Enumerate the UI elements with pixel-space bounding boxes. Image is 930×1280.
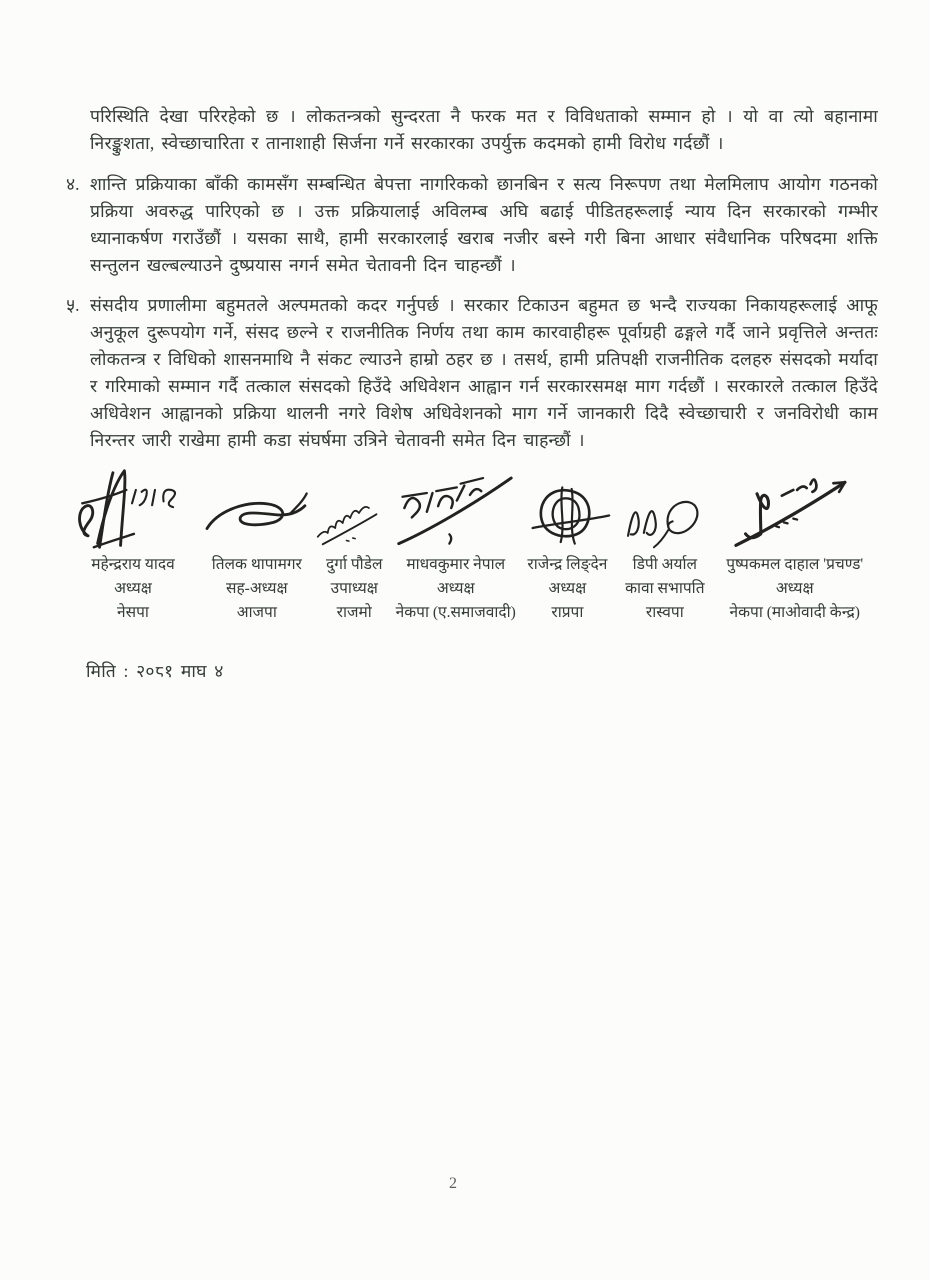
signatory-name: महेन्द्रराय यादव [91,556,175,573]
signature-rajendra-lingden-image [517,467,619,553]
signature-pushpa-kamal-dahal-image [712,467,878,553]
signatory-party: नेकपा (माओवादी केन्द्र) [729,604,860,621]
signature-durga-paudel-image [314,467,395,553]
document-body [66,103,878,683]
signatory-party: नेकपा (ए.समाजवादी) [395,604,516,621]
signature-block [66,467,878,625]
list-item-5-text: संसदीय प्रणालीमा बहुमतले अल्पमतको कदर गर्नुपर्छ । सरकार टिकाउन बहुमत छ भन्दै राज्यका निकायहरूलाई आफू अनुकूल दुरूपयोग गर्ने, संसद छल्ने र राजनीतिक निर्णय तथा काम कारवाहीहरू पूर्वाग्रही ढङ्गले गर्दै जाने प्रवृत्तिले अन्ततः लोकतन्त्र र विधिको शासनमाथि नै संकट ल्याउने हाम्रो ठहर छ । तसर्थ, हामी प्रतिपक्षी राजनीतिक दलहरु संसदको मर्यादा र गरिमाको सम्मान गर्दै तत्काल संसदको हिउँदे अधिवेशन आह्वान गर्न सरकारसमक्ष माग गर्दछौं । सरकारले तत्काल हिउँदे अधिवेशन आह्वानको प्रक्रिया थालनी नगरे विशेष अधिवेशनको माग गर्ने जानकारी दिदै स्वेच्छाचारी र जनविरोधी काम निरन्तर जारी राखेमा हामी कडा संघर्षमा उत्रिने चेतावनी समेत दिन चाहन्छौं । [90,295,878,450]
signature-mahendra-raya-yadav-image [66,467,200,553]
intro-paragraph: परिस्थिति देखा परिरहेको छ । लोकतन्त्रको सुन्दरता नै फरक मत र विविधताको सम्मान हो । यो वा त्यो बहानामा निरङ्कुशता, स्वेच्छाचारिता र तानाशाही सिर्जना गर्ने सरकारका उपर्युक्त कदमको हामी विरोध गर्दछौं । [90,106,878,153]
signatory-pushpa-kamal-dahal [712,467,878,625]
list-item-4-text: शान्ति प्रक्रियाका बाँकी कामसँग सम्बन्धित बेपत्ता नागरिकको छानबिन र सत्य निरूपण तथा मेलमिलाप आयोग गठनको प्रक्रिया अवरुद्ध पारिएको छ । उक्त प्रक्रियालाई अविलम्ब अघि बढाई पीडितहरूलाई न्याय दिन सरकारको गम्भीर ध्यानाकर्षण गराउँछौं । यसका साथै, हामी सरकारलाई खराब नजीर बस्ने गरी बिना आधार संवैधानिक परिषदमा शक्ति सन्तुलन खल्बल्याउने दुष्प्रयास नगर्न समेत चेतावनी दिन चाहन्छौं । [90,174,878,275]
signatory-party: नेसपा [117,604,149,621]
signatory-name: माधवकुमार नेपाल [406,556,506,573]
signatory-title: अध्यक्ष [436,580,475,597]
signatory-party: राप्रपा [551,604,584,621]
signatory-name: दुर्गा पौडेल [326,556,383,573]
signatory-rajendra-lingden [517,467,619,625]
signature-dp-aryal-image [618,467,711,553]
list-item-4 [66,171,878,279]
page-number: 2 [449,1175,457,1192]
signatory-madhav-kumar-nepal [395,467,517,625]
signatory-name: डिपी अर्याल [632,556,697,573]
signatory-title: अध्यक्ष [775,580,814,597]
signatory-name: तिलक थापामगर [211,556,302,573]
signatory-party: रास्वपा [645,604,684,621]
signatory-party: आजपा [236,604,277,621]
signature-madhav-kumar-nepal-image [395,467,517,553]
signatory-durga-paudel [314,467,395,625]
list-item-4-number: ४. [66,174,80,194]
signatory-title: अध्यक्ष [548,580,587,597]
signatory-party: राजमो [336,604,372,621]
list-item-5 [66,292,878,454]
signatory-title: उपाध्यक्ष [330,580,378,597]
signature-tilak-thapamagar-image [200,467,314,553]
signatory-dp-aryal [618,467,711,625]
date-line: मिति : २०८१ माघ ४ [86,661,224,681]
signatory-tilak-thapamagar [200,467,314,625]
signatory-mahendra-raya-yadav [66,467,200,625]
signatory-title: सह-अध्यक्ष [225,580,288,597]
signatory-title: अध्यक्ष [114,580,152,597]
signatory-title: कावा सभापति [625,580,705,597]
signatory-name: राजेन्द्र लिङ्देन [527,556,608,573]
signatory-name: पुष्पकमल दाहाल 'प्रचण्ड' [726,556,864,573]
list-item-5-number: ५. [66,295,80,315]
